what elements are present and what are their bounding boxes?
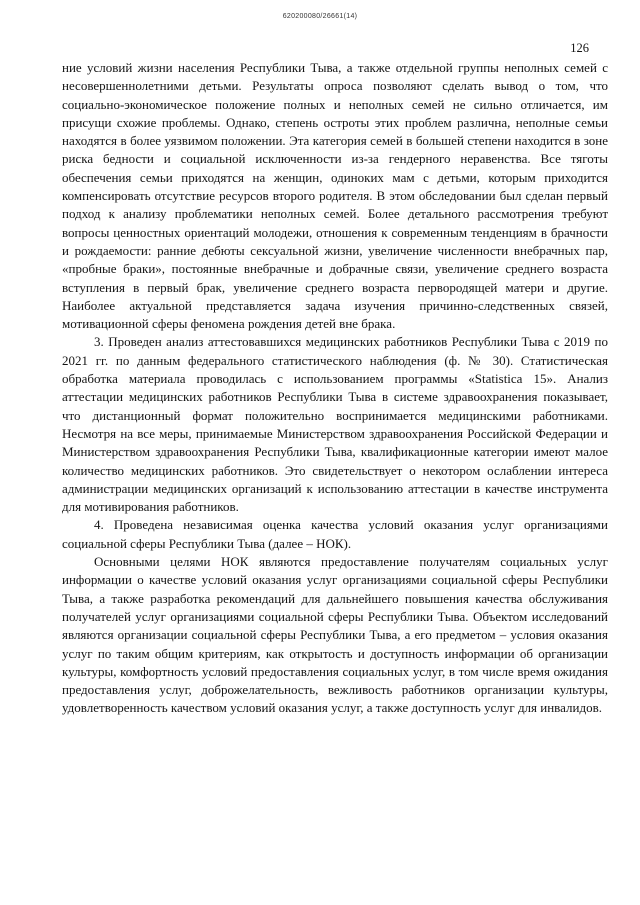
paragraph-nok-goals: Основными целями НОК являются предоставление получателям социальных услуг информации о качестве условий оказания услуг организациями социальной сферы Республики Тыва, а также разработка рекомендаций для дальнейшего повышения качества обслуживания получателей услуг организациями социальной сферы Республики Тыва. Объектом исследований являются организации социальной сферы Республики Тыва, а его предметом – условия оказания услуг по таким общим критериям, как открытость и доступность информации об организации культуры, комфортность условий предоставления социальных услуг, в том числе время ожидания предоставления услуг, доброжелательность, вежливость работников организации культуры, удовлетворенность качеством условий оказания услуг, а также доступность услуг для инвалидов. (62, 554, 608, 716)
paragraph-medical-attestation: 3. Проведен анализ аттестовавшихся медицинских работников Республики Тыва с 2019 по 2021 гг. по данным федерального статистического наблюдения (ф. № 30). Статистическая обработка материала проводилась с использованием программы «Statistica 15». Анализ аттестации медицинских работников Республики Тыва в системе здравоохранения показывает, что дистанционный формат положительно воспринимается медицинскими работниками. Несмотря на все меры, принимаемые Министерством здравоохранения Российской Федерации и Министерством здравоохранения Республики Тыва, квалификационные категории имеют малое количество медицинских работников. Это свидетельствует о некотором ослаблении интереса администрации медицинских организаций к использованию аттестации в качестве инструмента для мотивирования работников. (62, 334, 608, 515)
document-body (62, 59, 608, 718)
page-number: 126 (570, 41, 589, 55)
paragraph-nok-assessment: 4. Проведена независимая оценка качества условий оказания услуг организациями социальной сферы Республики Тыва (далее – НОК). (62, 517, 608, 551)
document-id: 620200080/26661(14) (282, 13, 358, 20)
paragraph-incomplete-families: ние условий жизни населения Республики Тыва, а также отдельной группы неполных семей с несовершеннолетними детьми. Результаты опроса позволяют сделать вывод о том, что социально-экономическое положение полных и неполных семей не сильно отличается, им присущи схожие проблемы. Однако, степень остроты этих проблем различна, неполные семьи находятся в более уязвимом положении. Эта категория семей в большей степени находится в зоне риска бедности и социальной исключенности из-за гендерного неравенства. Все тяготы обеспечения семьи приходятся на женщин, одиноких мам с детьми, которым приходится компенсировать отсутствие ресурсов второго родителя. В этом обследовании был сделан первый подход к анализу проблематики неполных семей. Более детального рассмотрения требуют вопросы ценностных ориентаций молодежи, отношения к современным тенденциям в брачности и рождаемости: ранние дебюты сексуальной жизни, увеличение численности внебрачных пар, «пробные браки», постоянные внебрачные и добрачные связи, увеличение среднего возраста вступления в первый брак, увеличение среднего возраста первородящей матери и другие. Наиболее актуальной представляется задача изучения причинно-следственных связей, мотивационной сферы феномена рождения детей вне брака. (62, 60, 608, 332)
